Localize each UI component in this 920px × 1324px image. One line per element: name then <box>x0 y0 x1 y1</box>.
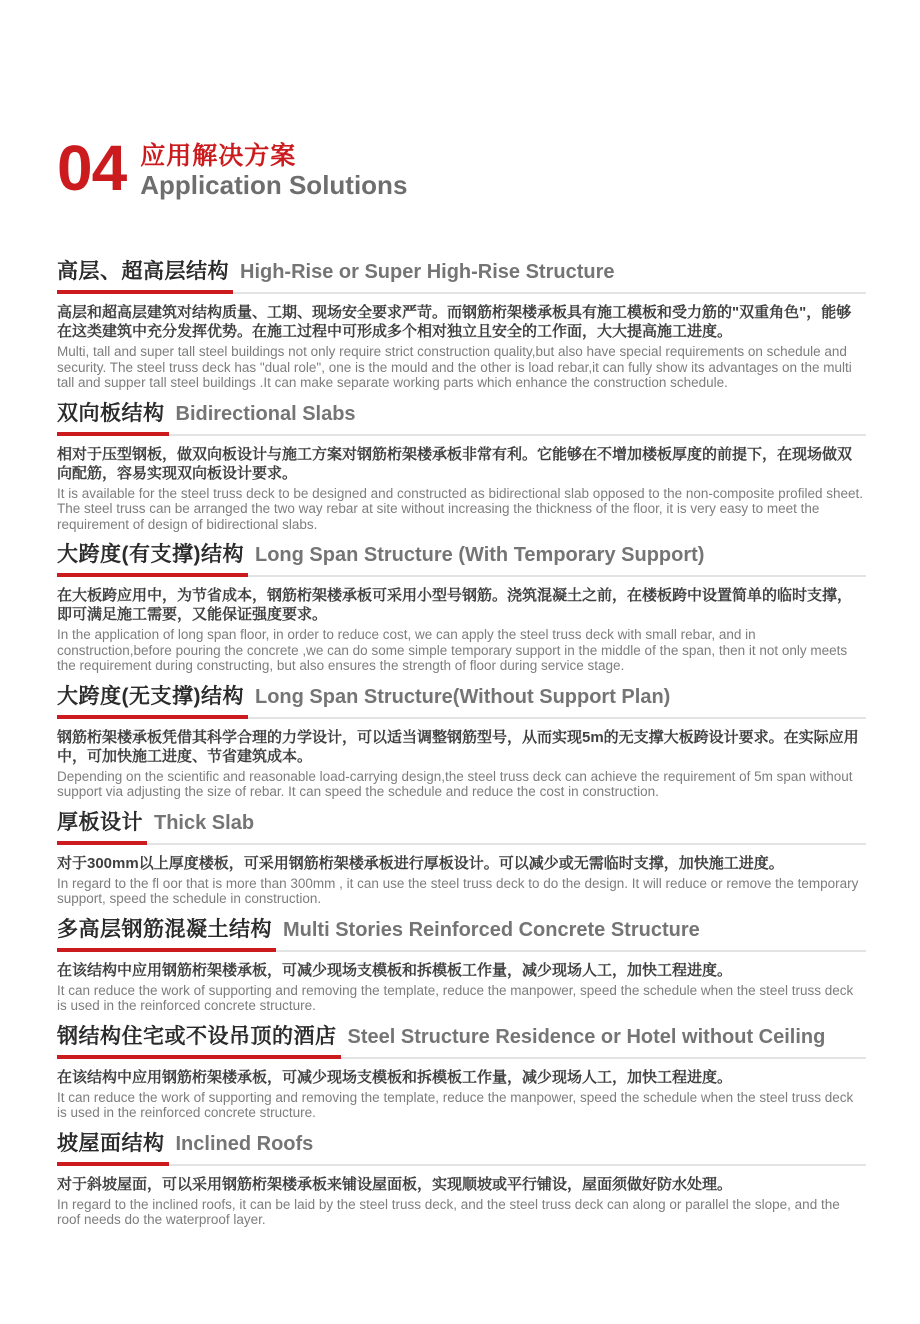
section-title-zh: 多高层钢筋混凝土结构 <box>57 917 272 941</box>
section-body-en: Depending on the scientific and reasonable load-carrying design,the steel truss deck can achieve the requirement of 5m span without support via adjusting the size of rebar. It can speed the schedule and reduce the cost in construction. <box>57 768 853 799</box>
section-body-en: In the application of long span floor, in order to reduce cost, we can apply the steel truss deck with small rebar, and in construction,before pouring the concrete ,we can do some simple temporary support in the middle of the span, then it not only meets the requirement during constructing, but also ensures the strength of floor during service stage. <box>57 627 848 673</box>
section-title-zh: 高层、超高层结构 <box>57 260 229 283</box>
page-header <box>57 132 866 204</box>
section-title-zh: 厚板设计 <box>57 810 143 834</box>
sections-list <box>57 258 866 1228</box>
section-body-zh: 对于斜坡屋面，可以采用钢筋桁架楼承板来铺设屋面板，实现顺坡或平行铺设，屋面须做好防水处理。 <box>57 1175 733 1193</box>
solution-section <box>57 916 866 1014</box>
section-body-zh: 相对于压型钢板，做双向板设计与施工方案对钢筋桁架楼承板非常有利。它能够在不增加楼板厚度的前提下，在现场做双向配筋，容易实现双向板设计要求。 <box>57 445 853 482</box>
section-body-en: Multi, tall and super tall steel buildings not only require strict construction quality,but also have special requirements on schedule and security. The steel truss deck has "dual role", one is the mould and the other is load rebar,it can fully show its advantages on the multi tall and supper tall steel buildings .It can make separate working parts which enhance the construction schedule. <box>57 344 852 390</box>
section-heading <box>57 541 866 577</box>
page-title-zh: 应用解决方案 <box>140 142 297 170</box>
section-heading <box>57 683 866 719</box>
section-title-zh: 大跨度(有支撑)结构 <box>57 543 244 566</box>
section-title-en: Long Span Structure (With Temporary Support) <box>255 544 705 566</box>
section-title-zh: 双向板结构 <box>57 401 165 425</box>
section-title-en: Steel Structure Residence or Hotel without Ceiling <box>347 1025 826 1048</box>
solution-section <box>57 400 866 533</box>
section-body-en: It is available for the steel truss deck to be designed and constructed as bidirectional slab opposed to the non-composite profiled sheet. The steel truss can be arranged the two way rebar at site without increasing the thickness of the floor, it is very easy to meet the requirement of design of bidirectional slabs. <box>57 485 863 532</box>
section-title-zh: 大跨度(无支撑)结构 <box>57 684 244 708</box>
section-heading <box>57 258 866 294</box>
section-title-zh: 坡屋面结构 <box>57 1131 165 1155</box>
section-body-zh: 在该结构中应用钢筋桁架楼承板，可减少现场支模板和拆模板工作量，减少现场人工，加快工程进度。 <box>57 961 733 979</box>
section-body-en: In regard to the fl oor that is more than 300mm , it can use the steel truss deck to do the design. It will reduce or remove the temporary support, speed the schedule in construction. <box>57 875 859 906</box>
solution-section <box>57 1023 866 1121</box>
section-title-en: High-Rise or Super High-Rise Structure <box>240 261 615 283</box>
section-heading <box>57 1130 866 1166</box>
solution-section <box>57 809 866 907</box>
section-title-zh: 钢结构住宅或不设吊顶的酒店 <box>57 1024 337 1048</box>
solution-section <box>57 258 866 391</box>
solution-section <box>57 683 866 800</box>
chapter-number: 04 <box>57 132 127 204</box>
page-title-en: Application Solutions <box>140 170 408 200</box>
section-body-zh: 高层和超高层建筑对结构质量、工期、现场安全要求严苛。而钢筋桁架楼承板具有施工模板和受力筋的"双重角色"，能够在这类建筑中充分发挥优势。在施工过程中可形成多个相对独立且安全的工作面，大大提高施工进度。 <box>57 304 852 340</box>
page-title-group <box>140 140 407 200</box>
solution-section <box>57 541 866 674</box>
section-body-zh: 在该结构中应用钢筋桁架楼承板，可减少现场支模板和拆模板工作量，减少现场人工，加快工程进度。 <box>57 1068 733 1086</box>
solution-section <box>57 1130 866 1228</box>
section-body-zh: 在大板跨应用中，为节省成本，钢筋桁架楼承板可采用小型号钢筋。浇筑混凝土之前，在楼板跨中设置简单的临时支撑，即可满足施工需要，又能保证强度要求。 <box>57 587 853 623</box>
section-heading <box>57 916 866 952</box>
section-heading <box>57 400 866 436</box>
section-title-en: Long Span Structure(Without Support Plan) <box>255 685 671 708</box>
section-body-zh: 钢筋桁架楼承板凭借其科学合理的力学设计，可以适当调整钢筋型号，从而实现5m的无支撑大板跨设计要求。在实际应用中，可加快施工进度、节省建筑成本。 <box>57 728 859 765</box>
section-heading <box>57 809 866 845</box>
section-title-en: Bidirectional Slabs <box>175 402 356 425</box>
section-body-en: It can reduce the work of supporting and removing the template, reduce the manpower, speed the schedule when the steel truss deck is used in the reinforced concrete structure. <box>57 1089 854 1120</box>
section-heading <box>57 1023 866 1059</box>
section-title-en: Multi Stories Reinforced Concrete Structure <box>283 918 700 941</box>
section-title-en: Thick Slab <box>154 811 255 834</box>
section-body-en: In regard to the inclined roofs, it can be laid by the steel truss deck, and the steel truss deck can along or parallel the slope, and the roof needs do the waterproof layer. <box>57 1196 840 1227</box>
section-title-en: Inclined Roofs <box>175 1132 314 1155</box>
section-body-en: It can reduce the work of supporting and removing the template, reduce the manpower, speed the schedule when the steel truss deck is used in the reinforced concrete structure. <box>57 982 854 1013</box>
section-body-zh: 对于300mm以上厚度楼板，可采用钢筋桁架楼承板进行厚板设计。可以减少或无需临时支撑，加快施工进度。 <box>57 854 784 872</box>
